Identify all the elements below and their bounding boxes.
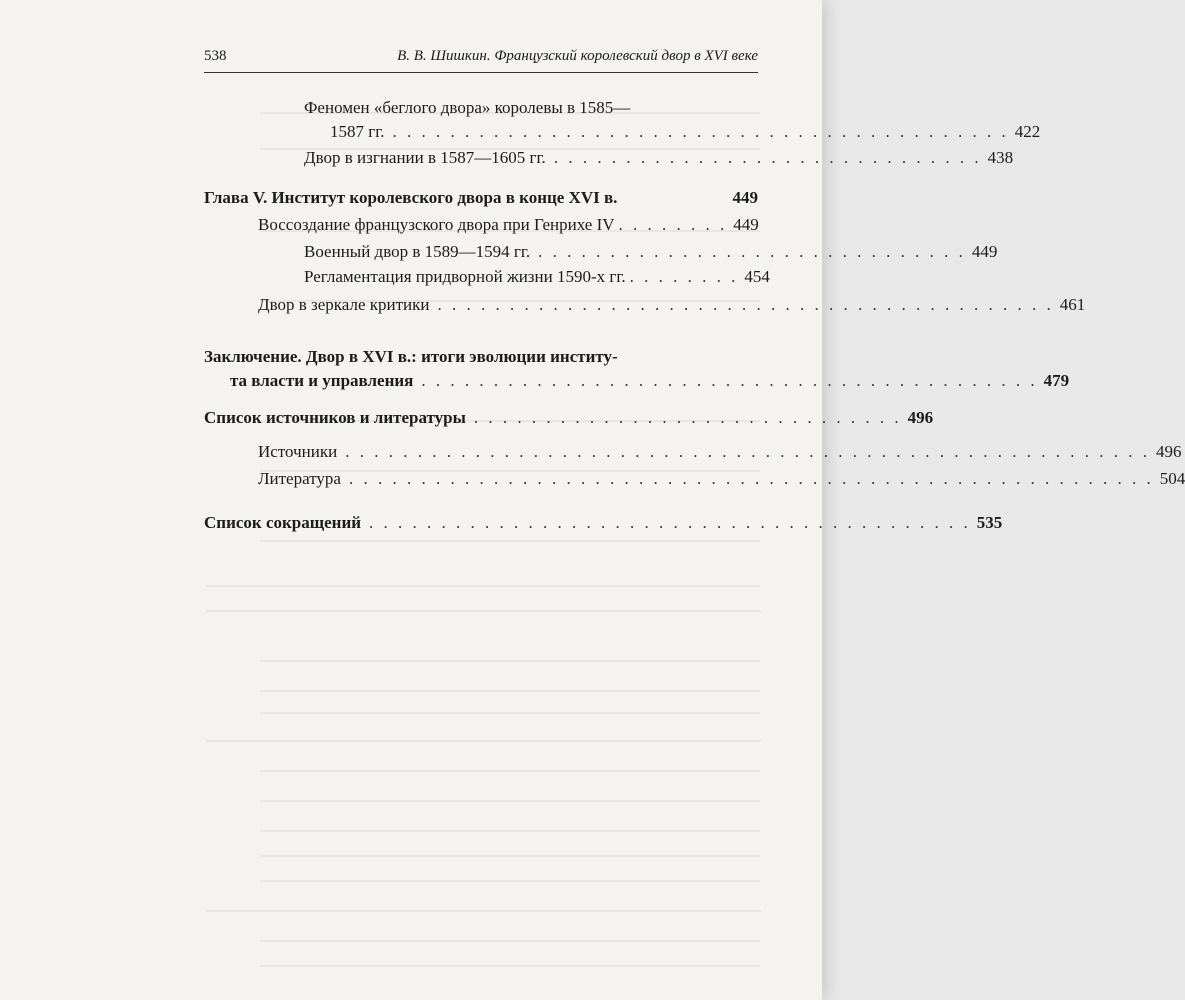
toc-entry-title: Воссоздание французского двора при Генрихе IV [258, 215, 615, 234]
toc-entry-line [258, 440, 1182, 464]
toc-entry-page: 461 [1059, 295, 1086, 314]
leader-dots: . . . . . . . . . . . . . . . . . . . . . . . . . . . . . . . . . . . . . . . . . . . . . . . . . . . . . . . . [348, 469, 1154, 488]
header-rule [204, 72, 758, 73]
toc-entry-title: Двор в зеркале критики [258, 295, 430, 314]
toc-chapter-line [204, 406, 934, 430]
toc-chapter-line [204, 511, 1003, 535]
leader-dots: . . . . . . . . [618, 215, 728, 234]
toc-entry-title: Военный двор в 1589—1594 гг. [304, 242, 531, 261]
toc-entry-page: 454 [744, 267, 770, 286]
toc-entry-title: Список сокращений [204, 513, 362, 532]
toc-entry-line [304, 146, 1014, 170]
leader-dots: . . . . . . . . . . . . . . . . . . . . . . . . . . . . . . . . . . . . . . . . . . . [392, 122, 1009, 141]
toc-entry-page: 479 [1043, 371, 1070, 390]
toc-entry-page: 438 [987, 148, 1014, 167]
toc-entry-page: 504 [1159, 469, 1185, 488]
page-number: 538 [204, 48, 227, 64]
toc-entry-title: Регламентация придворной жизни 1590-х гг. [304, 267, 626, 286]
toc-entry-page: 449 [732, 188, 758, 207]
toc-entry-line [304, 96, 758, 120]
leader-dots: . . . . . . . . . . . . . . . . . . . . . . . . . . . . . . . . . . . . . . . . . . [369, 513, 971, 532]
leader-dots: . . . . . . . . [629, 267, 739, 286]
toc-entry-page: 496 [907, 408, 934, 427]
toc-entry-title: Глава V. Институт королевского двора в конце XVI в. [204, 188, 618, 207]
toc-chapter-line [204, 186, 758, 210]
leader-dots: . . . . . . . . . . . . . . . . . . . . . . . . . . . . . . [553, 148, 982, 167]
leader-dots: . . . . . . . . . . . . . . . . . . . . . . . . . . . . . . [538, 242, 966, 261]
toc-entry-page: 535 [976, 513, 1003, 532]
leader-dots: . . . . . . . . . . . . . . . . . . . . . . . . . . . . . . . . . . . . . . . . . . . [421, 371, 1038, 390]
toc-entry-page: 449 [971, 242, 998, 261]
toc-entry-title: Двор в изгнании в 1587—1605 гг. [304, 148, 546, 167]
toc-chapter-line [204, 345, 758, 369]
toc-entry-line [304, 240, 998, 264]
toc-entry-title: 1587 гг. [330, 122, 385, 141]
toc-entry-line [258, 213, 758, 237]
toc-entry-line [330, 120, 1041, 144]
running-title: В. В. Шишкин. Французский королевский двор в XVI веке [397, 48, 758, 64]
toc-entry-title: Феномен «беглого двора» королевы в 1585— [304, 98, 631, 117]
toc-entry-title: Список источников и литературы [204, 408, 466, 427]
leader-dots: . . . . . . . . . . . . . . . . . . . . . . . . . . . . . . . . . . . . . . . . . . . . . . . . . . . . . . . . [345, 442, 1150, 461]
running-header [204, 44, 758, 68]
toc-entry-page: 496 [1155, 442, 1182, 461]
leader-dots: . . . . . . . . . . . . . . . . . . . . . . . . . . . . . . [473, 408, 902, 427]
toc-entry-title: Заключение. Двор в XVI в.: итоги эволюции институ- [204, 347, 618, 366]
toc-entry-line [258, 467, 1185, 491]
toc-chapter-line [230, 369, 1070, 393]
toc-entry-title: Литература [258, 469, 341, 488]
toc-entry-line [304, 265, 770, 289]
toc-entry-page: 449 [733, 215, 759, 234]
toc-entry-title: та власти и управления [230, 371, 414, 390]
toc-entry-page: 422 [1014, 122, 1041, 141]
toc-entry-title: Источники [258, 442, 338, 461]
toc-entry-line [258, 293, 1086, 317]
leader-dots: . . . . . . . . . . . . . . . . . . . . . . . . . . . . . . . . . . . . . . . . . . . [437, 295, 1054, 314]
